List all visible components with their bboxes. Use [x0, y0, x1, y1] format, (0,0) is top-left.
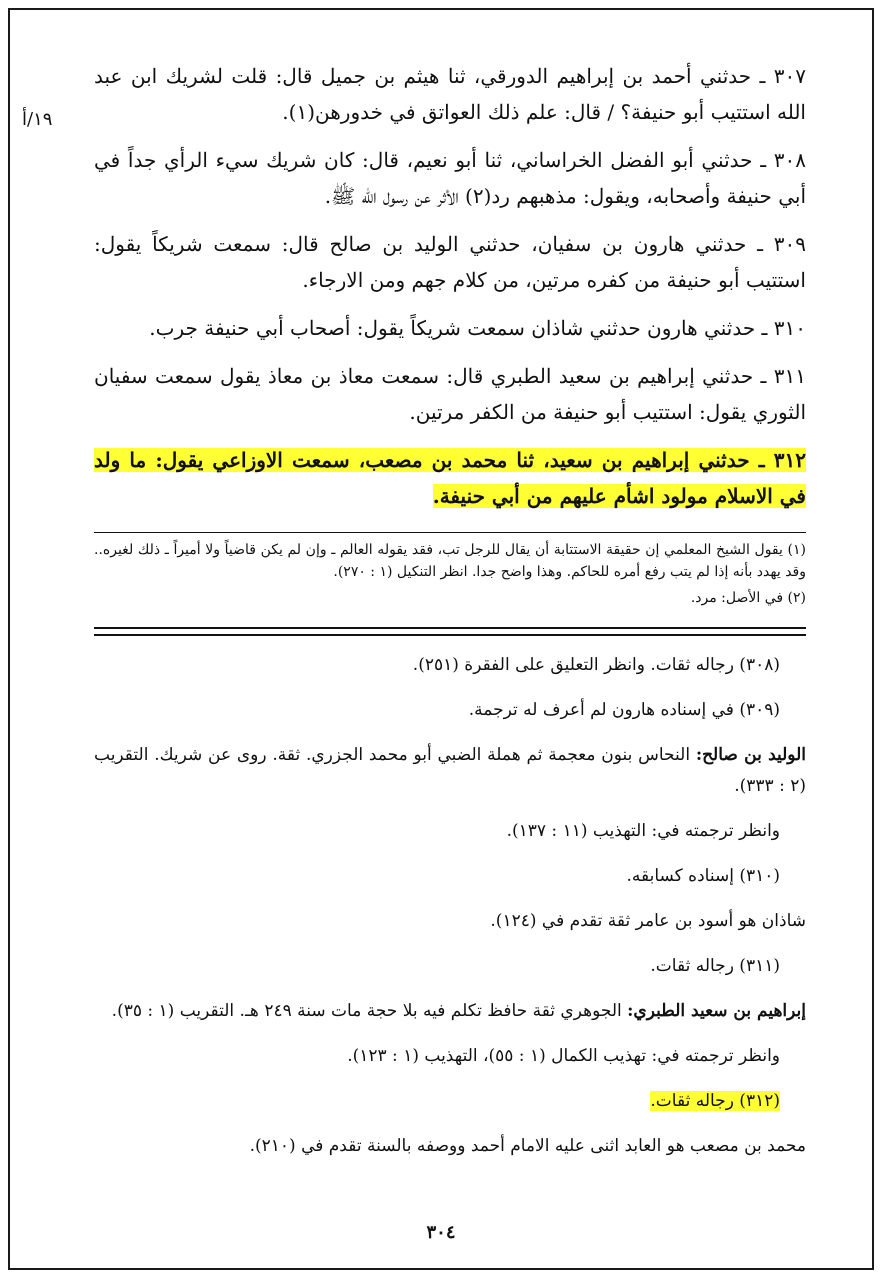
commentary-ibrahim	[94, 996, 806, 1027]
paragraph-text: ٣٠٩ ـ حدثني هارون بن سفيان، حدثني الوليد بن صالح قال: سمعت شريكاً يقول: استتيب أبو حنيفة من كفره مرتين، من كلام جهم ومن الارجاء.	[94, 232, 806, 292]
highlighted-text: (٣١٢) رجاله ثقات.	[650, 1091, 780, 1111]
commentary-text: وانظر ترجمته في: تهذيب الكمال (١ : ٥٥)، التهذيب (١ : ١٢٣).	[347, 1046, 780, 1066]
commentary-text: (٣١٠) إسناده كسابقه.	[626, 866, 780, 886]
commentary-309	[94, 695, 806, 726]
commentary-text: وانظر ترجمته في: التهذيب (١١ : ١٣٧).	[506, 821, 780, 841]
footnote-2: (٢) في الأصل: مرد.	[690, 590, 806, 606]
book-page	[8, 8, 874, 1270]
folio-margin-note: ١٩/أ	[22, 109, 53, 130]
paragraph-text: ٣١١ ـ حدثني إبراهيم بن سعيد الطبري قال: سمعت معاذ بن معاذ يقول سمعت سفيان الثوري يقول: استتيب أبو حنيفة من الكفر مرتين.	[94, 364, 806, 424]
double-divider	[94, 627, 806, 636]
highlighted-text: ٣١٢ ـ حدثني إبراهيم بن سعيد، ثنا محمد بن مصعب، سمعت الاوزاعي يقول: ما ولد في الاسلام مولود اشأم عليهم من أبي حنيفة.	[94, 448, 806, 508]
footnote-1: (١) يقول الشيخ المعلمي إن حقيقة الاستتابة أن يقال للرجل تب، فقد يقوله العالم ـ وإن لم يكن قاضياً ولا أميراً ـ ذلك لغيره.. وقد يهدد بأنه إذا لم يتب رفع أمره للحاكم. وهذا واضح جدا. انظر التنكيل (١ : ٢٧٠).	[94, 542, 806, 580]
commentary-311	[94, 951, 806, 982]
paragraph-309	[94, 226, 806, 298]
page-number: ٣٠٤	[426, 1222, 456, 1243]
commentary-shadhan	[94, 906, 806, 937]
commentary-text: (٣٠٩) في إسناده هارون لم أعرف له ترجمة.	[468, 700, 780, 720]
paragraph-307	[22, 58, 806, 130]
commentary-walid	[94, 740, 806, 802]
paragraph-311	[94, 358, 806, 430]
paragraph-308	[94, 142, 806, 214]
commentary-section	[94, 650, 806, 1162]
commentary-312-highlighted	[94, 1086, 806, 1117]
commentary-text: محمد بن مصعب هو العابد اثنى عليه الامام أحمد ووصفه بالسنة تقدم في (٢١٠).	[249, 1136, 806, 1156]
commentary-text: (٣١١) رجاله ثقات.	[650, 956, 780, 976]
commentary-310	[94, 861, 806, 892]
commentary-text: (٣٠٨) رجاله ثقات. وانظر التعليق على الفقرة (٢٥١).	[412, 655, 780, 675]
paragraph-text: ٣٠٧ ـ حدثني أحمد بن إبراهيم الدورقي، ثنا هيثم بن جميل قال: قلت لشريك ابن عبد الله استتيب أبو حنيفة؟ / قال: علم ذلك العواتق في خدورهن(١).	[94, 64, 806, 124]
paragraph-text: ٣٠٨ ـ حدثني أبو الفضل الخراساني، ثنا أبو نعيم، قال: كان شريك سيء الرأي جداً في أبي حنيفة وأصحابه، ويقول: مذهبهم رد(٢) الأثر عن رسول الله ﷺ.	[94, 148, 806, 208]
paragraph-310	[94, 310, 806, 346]
commentary-text: الجوهري ثقة حافظ تكلم فيه بلا حجة مات سنة ٢٤٩ هـ. التقريب (١ : ٣٥).	[111, 1001, 628, 1021]
paragraph-text: ٣١٠ ـ حدثني هارون حدثني شاذان سمعت شريكاً يقول: أصحاب أبي حنيفة جرب.	[149, 316, 806, 340]
page-content	[22, 58, 806, 1176]
commentary-walid-tahdhib	[94, 816, 806, 847]
commentary-muhammad	[94, 1131, 806, 1162]
commentary-ibrahim-tahdhib	[94, 1041, 806, 1072]
paragraph-312-highlighted	[94, 442, 806, 514]
commentary-lead: إبراهيم بن سعيد الطبري:	[627, 1001, 806, 1021]
commentary-lead: الوليد بن صالح:	[695, 745, 806, 765]
commentary-text: النحاس بنون معجمة ثم هملة الضبي أبو محمد الجزري. ثقة. روى عن شريك. التقريب (٢ : ٣٣٣).	[94, 745, 806, 796]
commentary-308	[94, 650, 806, 681]
commentary-text: شاذان هو أسود بن عامر ثقة تقدم في (١٢٤).	[490, 911, 806, 931]
footnotes	[94, 532, 806, 609]
